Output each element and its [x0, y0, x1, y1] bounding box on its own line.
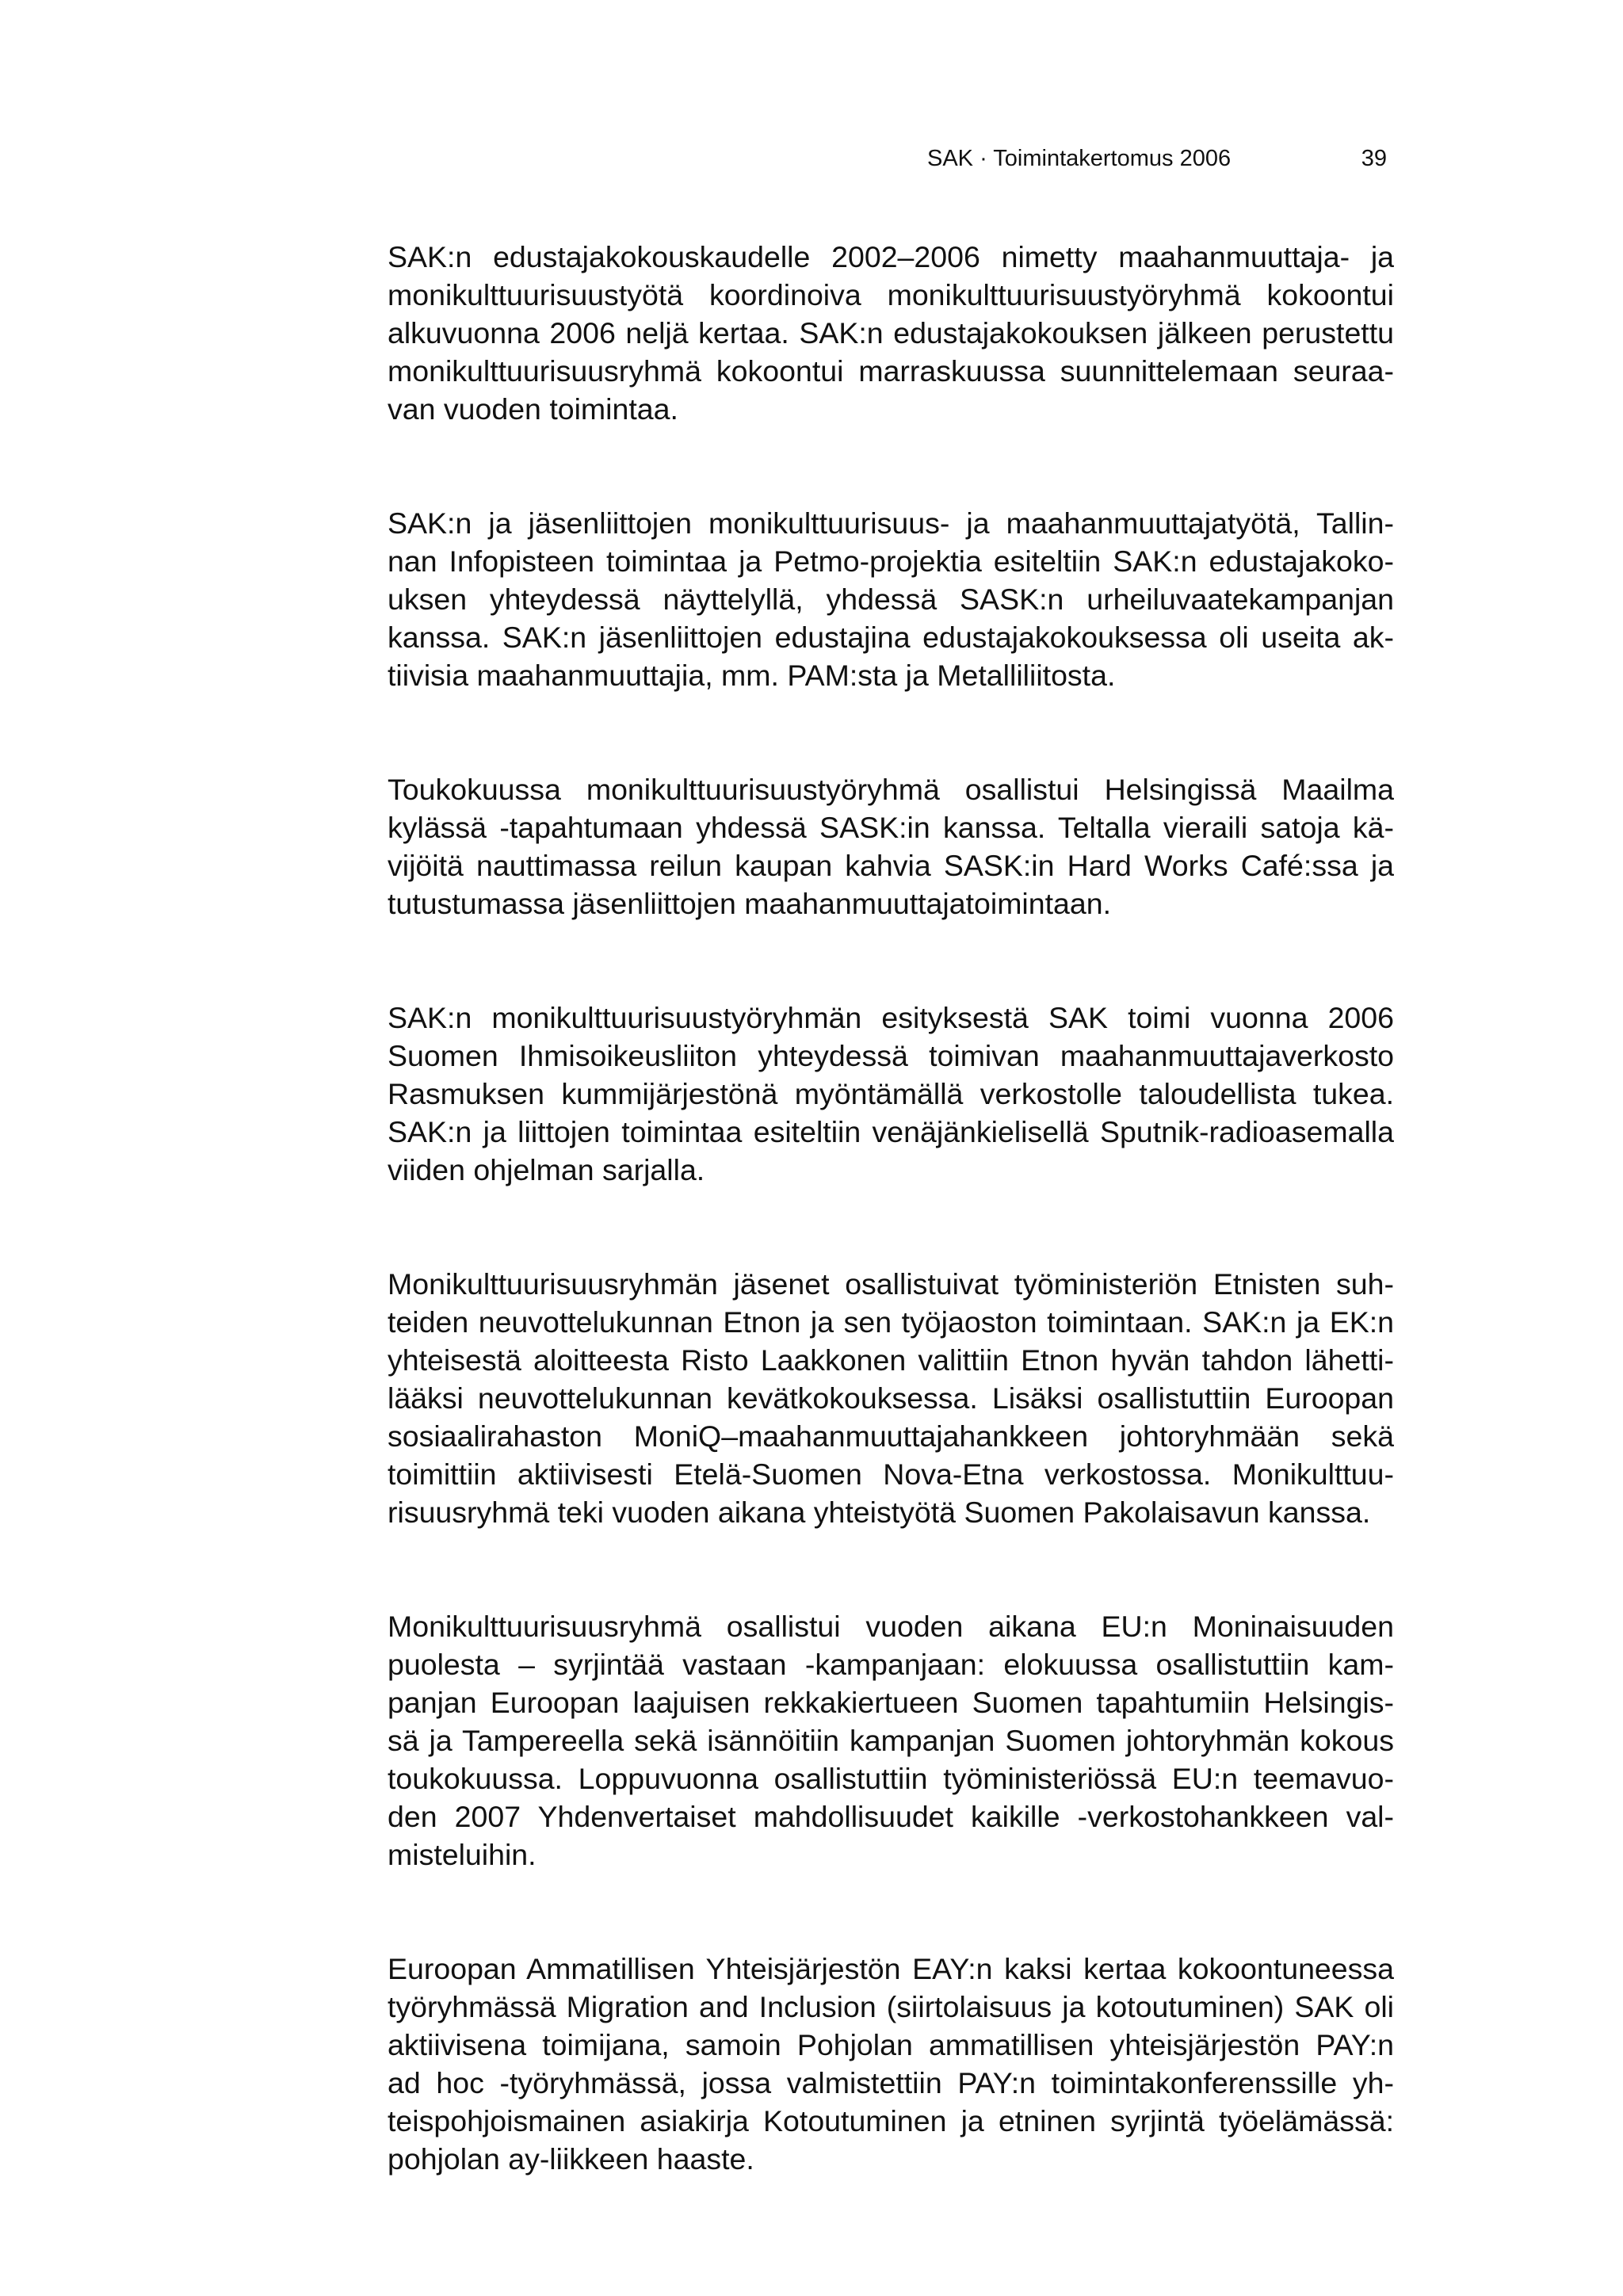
- text-line: sä ja Tampereella sekä isännöitiin kampanjan Suomen johtoryhmän kokous: [388, 1724, 1394, 1757]
- text-line: SAK:n ja liittojen toimintaa esiteltiin venäjänkielisellä Sputnik-radioasemalla: [388, 1115, 1394, 1148]
- text-line: monikulttuurisuusryhmä kokoontui marraskuussa suunnittelemaan seuraa-: [388, 354, 1394, 388]
- text-line: pohjolan ay-liikkeen haaste.: [388, 2142, 754, 2176]
- paragraph-7: [388, 1950, 1394, 2178]
- text-line: teispohjoismainen asiakirja Kotoutuminen ja etninen syrjintä työelämässä:: [388, 2104, 1394, 2137]
- text-line: kylässä -tapahtumaan yhdessä SASK:in kanssa. Teltalla vieraili satoja kä-: [388, 811, 1394, 844]
- text-line: monikulttuurisuustyötä koordinoiva monikulttuurisuustyöryhmä kokoontui: [388, 278, 1394, 311]
- text-line: SAK:n ja jäsenliittojen monikulttuurisuus- ja maahanmuuttajatyötä, Tallin-: [388, 506, 1394, 540]
- text-line: nan Infopisteen toimintaa ja Petmo-projektia esiteltiin SAK:n edustajakoko-: [388, 544, 1394, 578]
- text-line: SAK:n monikulttuurisuustyöryhmän esityksestä SAK toimi vuonna 2006: [388, 1001, 1394, 1034]
- page-header: [927, 141, 1387, 176]
- paragraph-3: [388, 770, 1394, 923]
- text-line: Monikulttuurisuusryhmän jäsenet osallistuivat työministeriön Etnisten suh-: [388, 1267, 1394, 1301]
- text-line: aktiivisena toimijana, samoin Pohjolan ammatillisen yhteisjärjestön PAY:n: [388, 2028, 1394, 2061]
- text-line: tutustumassa jäsenliittojen maahanmuuttajatoimintaan.: [388, 887, 1112, 920]
- text-line: lääksi neuvottelukunnan kevätkokouksessa. Lisäksi osallistuttiin Euroopan: [388, 1381, 1394, 1415]
- text-line: vijöitä nauttimassa reilun kaupan kahvia SASK:in Hard Works Café:ssa ja: [388, 849, 1394, 882]
- text-line: yhteisestä aloitteesta Risto Laakkonen valittiin Etnon hyvän tahdon lähetti-: [388, 1343, 1394, 1377]
- paragraph-1: [388, 238, 1394, 428]
- text-line: sosiaalirahaston MoniQ–maahanmuuttajahankkeen johtoryhmään sekä: [388, 1419, 1394, 1453]
- text-line: Toukokuussa monikulttuurisuustyöryhmä osallistui Helsingissä Maailma: [388, 773, 1394, 806]
- text-line: Rasmuksen kummijärjestönä myöntämällä verkostolle taloudellista tukea.: [388, 1077, 1394, 1110]
- text-line: toimittiin aktiivisesti Etelä-Suomen Nova-Etna verkostossa. Monikulttuu-: [388, 1457, 1394, 1491]
- text-line: viiden ohjelman sarjalla.: [388, 1153, 705, 1186]
- text-line: Monikulttuurisuusryhmä osallistui vuoden aikana EU:n Moninaisuuden: [388, 1610, 1394, 1643]
- text-line: toukokuussa. Loppuvuonna osallistuttiin työministeriössä EU:n teemavuo-: [388, 1762, 1394, 1795]
- text-line: puolesta – syrjintää vastaan -kampanjaan: elokuussa osallistuttiin kam-: [388, 1648, 1394, 1681]
- text-line: den 2007 Yhdenvertaiset mahdollisuudet kaikille -verkostohankkeen val-: [388, 1800, 1394, 1833]
- text-line: SAK:n edustajakokouskaudelle 2002–2006 nimetty maahanmuuttaja- ja: [388, 240, 1394, 273]
- text-line: van vuoden toimintaa.: [388, 392, 678, 426]
- text-line: alkuvuonna 2006 neljä kertaa. SAK:n edustajakokouksen jälkeen perustettu: [388, 316, 1394, 350]
- text-line: risuusryhmä teki vuoden aikana yhteistyötä Suomen Pakolaisavun kanssa.: [388, 1496, 1371, 1529]
- paragraph-4: [388, 999, 1394, 1189]
- text-line: tiivisia maahanmuuttajia, mm. PAM:sta ja Metalliliitosta.: [388, 659, 1116, 692]
- text-line: kanssa. SAK:n jäsenliittojen edustajina edustajakokouksessa oli useita ak-: [388, 621, 1394, 654]
- running-header-title: SAK · Toimintakertomus 2006: [927, 146, 1232, 171]
- text-line: uksen yhteydessä näyttelyllä, yhdessä SASK:n urheiluvaatekampanjan: [388, 583, 1394, 616]
- text-line: teiden neuvottelukunnan Etnon ja sen työjaoston toimintaan. SAK:n ja EK:n: [388, 1305, 1394, 1339]
- paragraph-5: [388, 1265, 1394, 1531]
- text-line: työryhmässä Migration and Inclusion (siirtolaisuus ja kotoutuminen) SAK oli: [388, 1990, 1394, 2023]
- text-line: Suomen Ihmisoikeusliiton yhteydessä toimivan maahanmuuttajaverkosto: [388, 1039, 1394, 1072]
- body-text: [388, 238, 1394, 2254]
- paragraph-6: [388, 1607, 1394, 1874]
- text-line: misteluihin.: [388, 1838, 537, 1871]
- paragraph-2: [388, 504, 1394, 694]
- text-line: panjan Euroopan laajuisen rekkakiertueen Suomen tapahtumiin Helsingis-: [388, 1686, 1394, 1719]
- text-line: Euroopan Ammatillisen Yhteisjärjestön EAY:n kaksi kertaa kokoontuneessa: [388, 1952, 1394, 1985]
- text-line: ad hoc -työryhmässä, jossa valmistettiin PAY:n toimintakonferenssille yh-: [388, 2066, 1394, 2099]
- page-number: 39: [1361, 146, 1387, 171]
